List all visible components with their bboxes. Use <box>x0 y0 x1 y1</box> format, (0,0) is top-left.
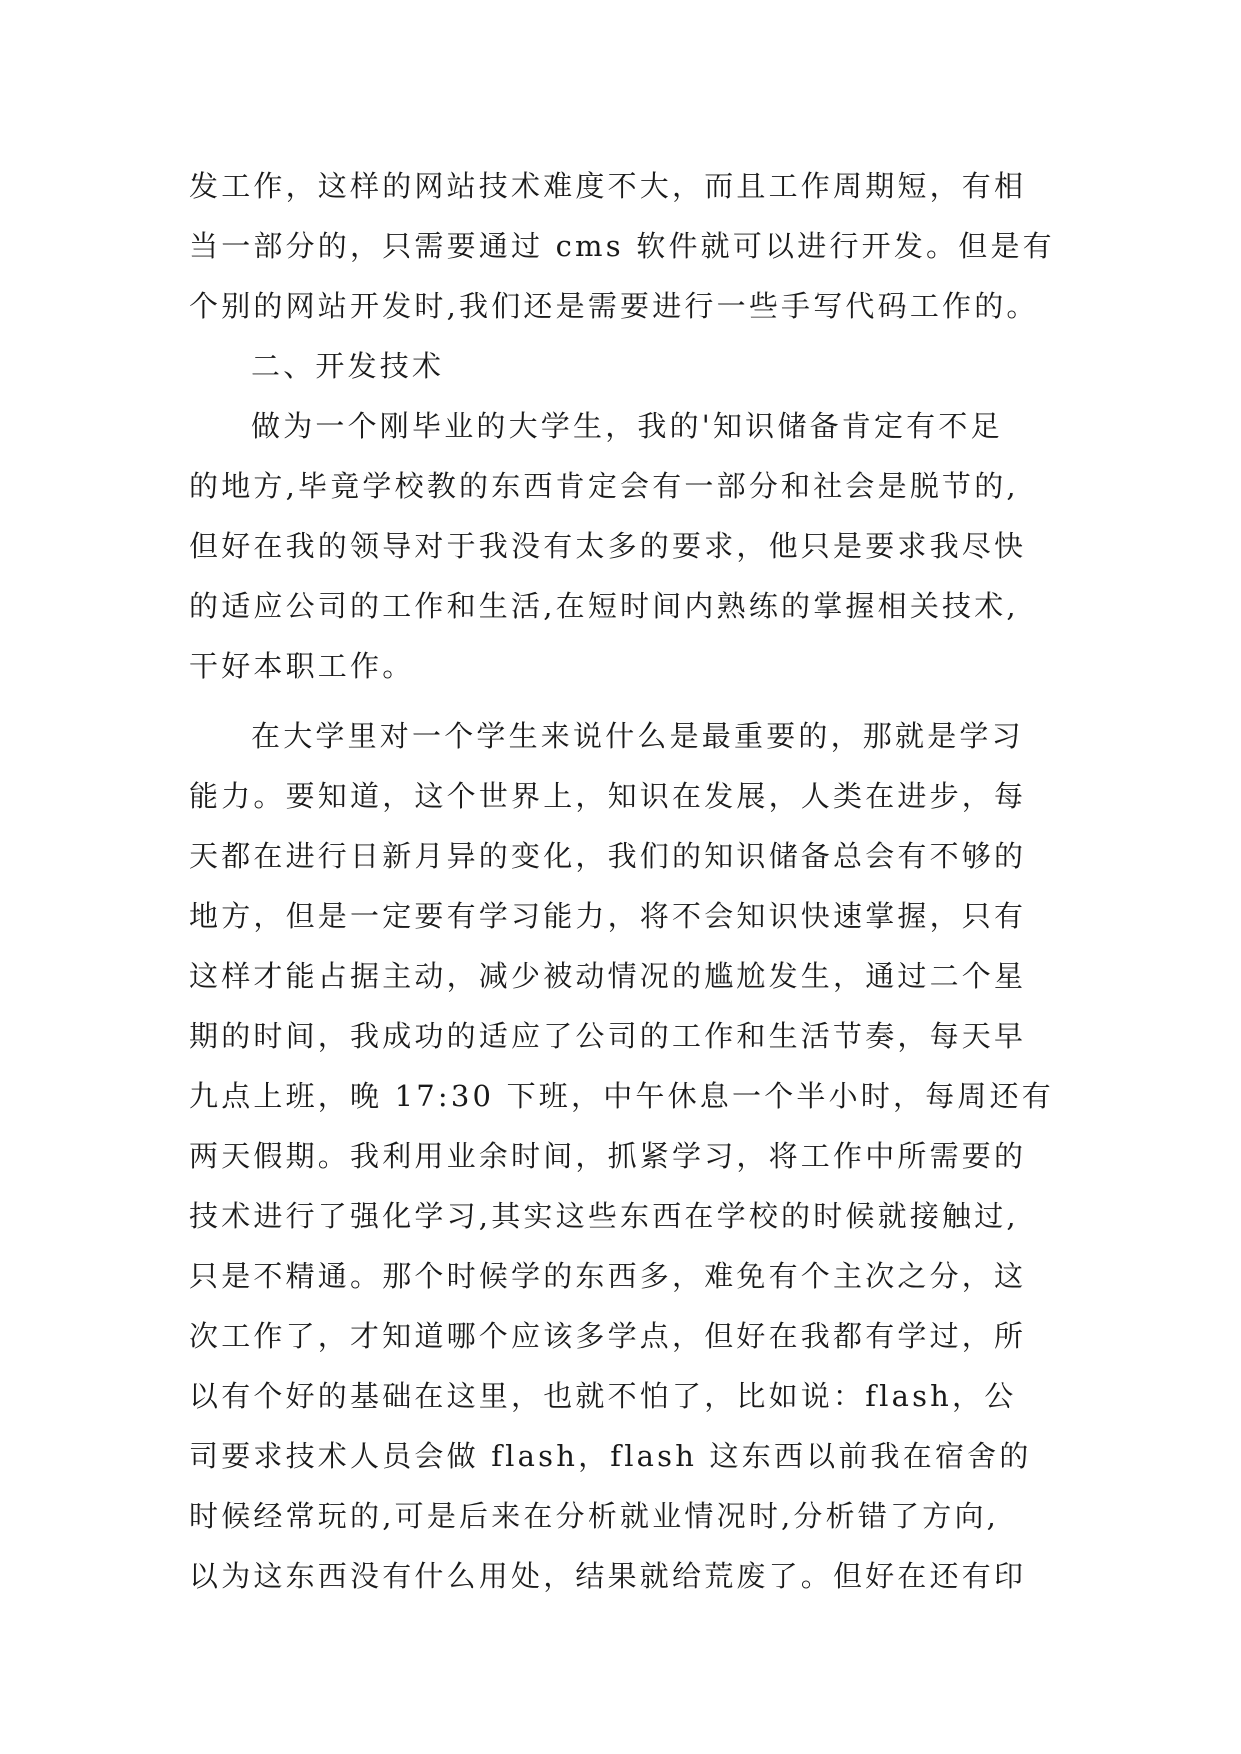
text-line: 这样才能占据主动，减少被动情况的尴尬发生，通过二个星 <box>189 959 1027 993</box>
text-line: 两天假期。我利用业余时间，抓紧学习，将工作中所需要的 <box>189 1139 1027 1173</box>
text-line: 九点上班，晚 17:30 下班，中午休息一个半小时，每周还有 <box>189 1079 1055 1113</box>
text-line: 以有个好的基础在这里，也就不怕了，比如说：flash，公 <box>189 1379 1017 1413</box>
text-line: 发工作，这样的网站技术难度不大，而且工作周期短，有相 <box>189 169 1027 203</box>
text-line: 地方，但是一定要有学习能力，将不会知识快速掌握，只有 <box>189 899 1027 933</box>
text-line: 在大学里对一个学生来说什么是最重要的，那就是学习 <box>251 719 1024 753</box>
text-line: 能力。要知道，这个世界上，知识在发展，人类在进步，每 <box>189 779 1027 813</box>
text-line: 的适应公司的工作和生活,在短时间内熟练的掌握相关技术, <box>189 589 1019 623</box>
text-line: 时候经常玩的,可是后来在分析就业情况时,分析错了方向, <box>189 1499 1000 1533</box>
text-line: 但好在我的领导对于我没有太多的要求，他只是要求我尽快 <box>189 529 1027 563</box>
text-line: 天都在进行日新月异的变化，我们的知识储备总会有不够的 <box>189 839 1027 873</box>
text-line: 个别的网站开发时,我们还是需要进行一些手写代码工作的。 <box>189 289 1039 323</box>
text-line: 干好本职工作。 <box>189 649 415 683</box>
text-line: 做为一个刚毕业的大学生，我的'知识储备肯定有不足 <box>251 409 1003 443</box>
text-line: 次工作了，才知道哪个应该多学点，但好在我都有学过，所 <box>189 1319 1027 1353</box>
text-line: 司要求技术人员会做 flash，flash 这东西以前我在宿舍的 <box>189 1439 1032 1473</box>
text-line: 技术进行了强化学习,其实这些东西在学校的时候就接触过, <box>189 1199 1019 1233</box>
text-line: 只是不精通。那个时候学的东西多，难免有个主次之分，这 <box>189 1259 1027 1293</box>
text-line: 期的时间，我成功的适应了公司的工作和生活节奏，每天早 <box>189 1019 1027 1053</box>
section-heading: 二、开发技术 <box>251 349 445 383</box>
text-line: 当一部分的，只需要通过 cms 软件就可以进行开发。但是有 <box>189 229 1055 263</box>
text-line: 以为这东西没有什么用处，结果就给荒废了。但好在还有印 <box>189 1559 1027 1593</box>
text-line: 的地方,毕竟学校教的东西肯定会有一部分和社会是脱节的, <box>189 469 1019 503</box>
